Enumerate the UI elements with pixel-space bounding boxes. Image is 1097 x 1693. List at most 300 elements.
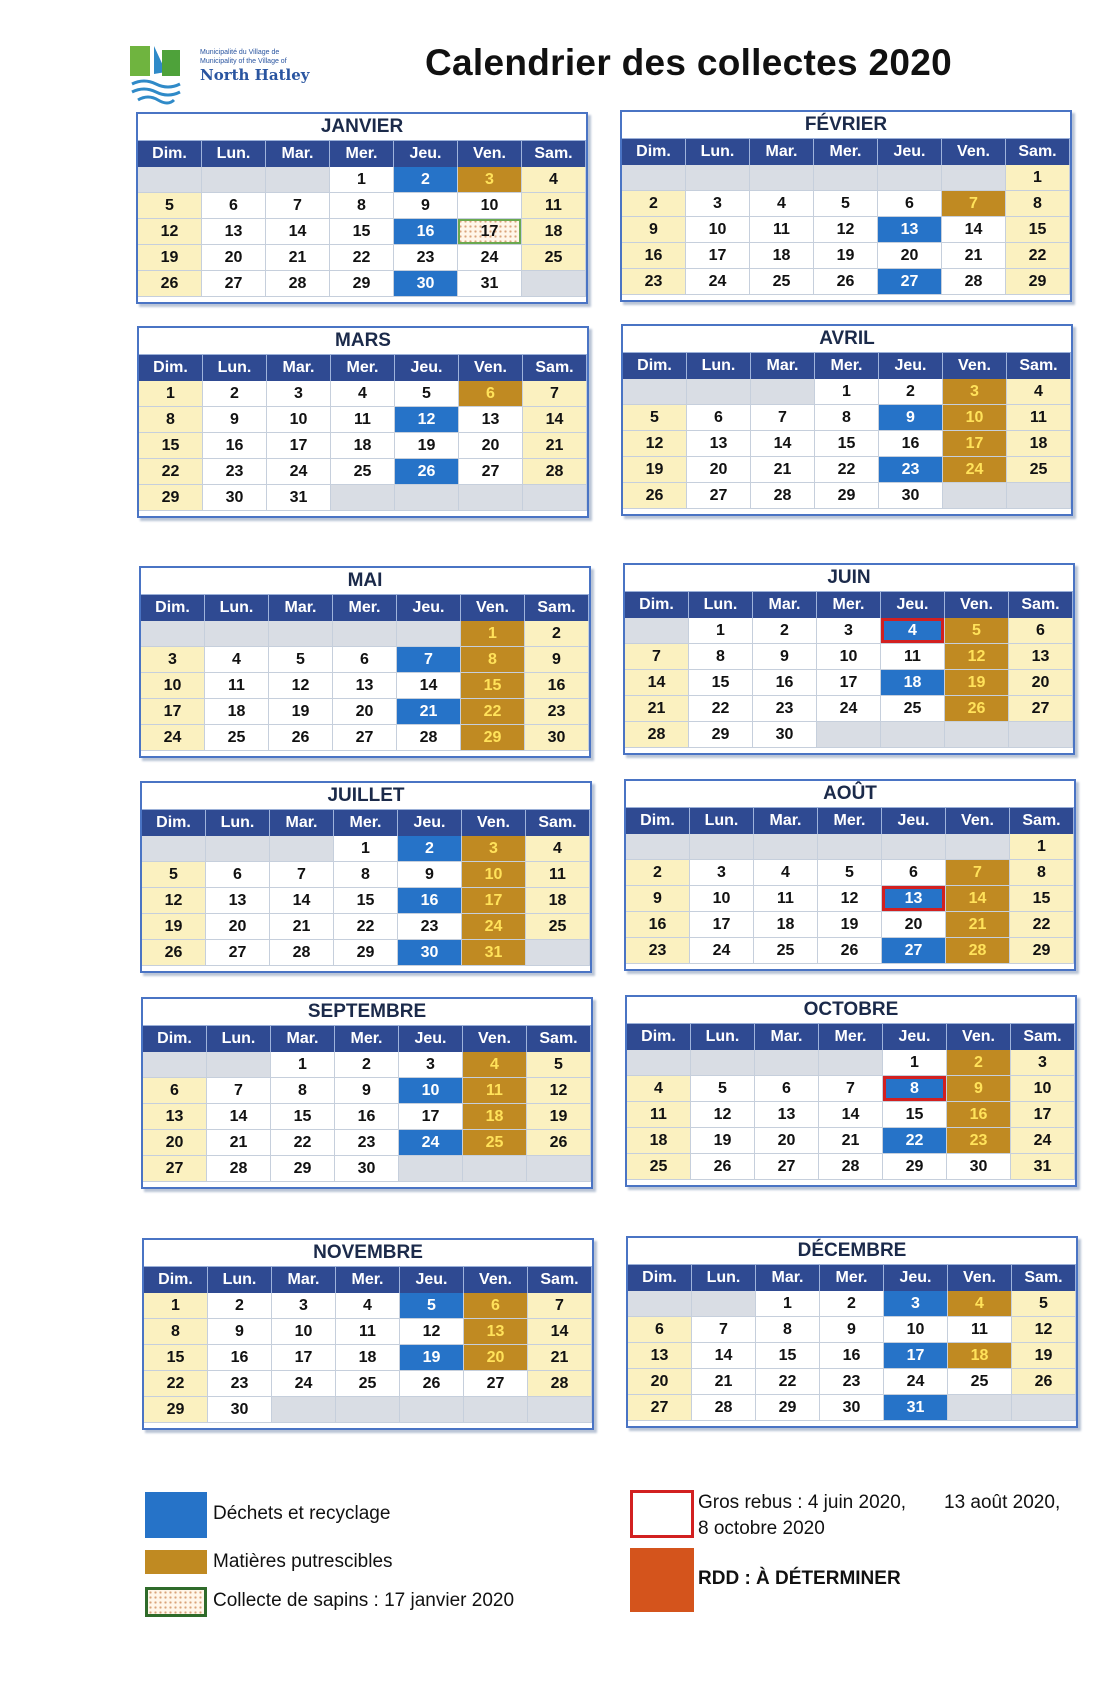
day-cell: 7 [523,381,587,407]
day-cell: 24 [267,459,331,485]
day-header: Mar. [270,810,334,836]
day-cell: 24 [690,938,754,964]
day-cell: 7 [270,862,334,888]
day-cell: 18 [754,912,818,938]
day-cell: 16 [203,433,267,459]
day-cell: 19 [818,912,882,938]
day-cell: 2 [622,191,686,217]
day-cell: 23 [394,245,458,271]
day-header: Mer. [333,595,397,621]
day-cell: 19 [527,1104,591,1130]
day-cell: 23 [626,938,690,964]
empty-cell [463,1156,527,1182]
day-cell: 25 [1007,457,1071,483]
day-header: Lun. [689,592,753,618]
day-cell: 13 [464,1319,528,1345]
day-cell: 20 [878,243,942,269]
day-cell: 25 [331,459,395,485]
day-cell: 16 [947,1102,1011,1128]
day-cell: 30 [753,722,817,748]
day-cell: 15 [271,1104,335,1130]
day-header: Mer. [815,353,879,379]
day-cell: 24 [1011,1128,1075,1154]
day-header: Sam. [525,595,589,621]
day-cell: 9 [398,862,462,888]
day-cell: 19 [945,670,1009,696]
day-cell: 27 [206,940,270,966]
day-cell: 21 [207,1130,271,1156]
day-cell: 3 [943,379,1007,405]
day-cell: 20 [143,1130,207,1156]
day-cell: 21 [751,457,815,483]
day-cell: 10 [267,407,331,433]
day-cell: 31 [267,485,331,511]
day-cell: 4 [463,1052,527,1078]
day-cell: 26 [945,696,1009,722]
empty-cell [623,379,687,405]
day-cell: 13 [143,1104,207,1130]
day-cell: 28 [528,1371,592,1397]
day-header: Dim. [138,141,202,167]
day-cell: 21 [397,699,461,725]
day-cell: 6 [459,381,523,407]
day-header: Dim. [627,1024,691,1050]
day-cell: 5 [142,862,206,888]
empty-cell [687,379,751,405]
day-cell: 23 [208,1371,272,1397]
month-name: DÉCEMBRE [628,1238,1076,1265]
day-cell: 12 [818,886,882,912]
day-header: Ven. [946,808,1010,834]
day-cell: 15 [330,219,394,245]
day-cell: 24 [817,696,881,722]
day-cell: 13 [1009,644,1073,670]
empty-cell [942,165,1006,191]
day-cell: 17 [462,888,526,914]
day-cell: 25 [463,1130,527,1156]
day-cell: 19 [691,1128,755,1154]
empty-cell [528,1397,592,1423]
day-cell: 30 [394,271,458,297]
day-cell: 1 [1006,165,1070,191]
day-cell: 11 [331,407,395,433]
day-cell: 11 [463,1078,527,1104]
day-cell: 16 [394,219,458,245]
day-cell: 8 [756,1317,820,1343]
day-cell: 11 [948,1317,1012,1343]
municipal-logo [128,44,328,110]
day-cell: 20 [464,1345,528,1371]
day-cell: 8 [1006,191,1070,217]
empty-cell [882,834,946,860]
day-cell: 7 [942,191,1006,217]
day-cell: 13 [755,1102,819,1128]
logo-name: North Hatley [200,66,310,84]
day-header: Mer. [335,1026,399,1052]
month-days-grid [627,1024,1075,1180]
day-cell: 25 [948,1369,1012,1395]
day-cell: 20 [202,245,266,271]
month-name: AOÛT [626,781,1074,808]
day-cell: 5 [691,1076,755,1102]
day-cell: 13 [333,673,397,699]
empty-cell [464,1397,528,1423]
day-header: Dim. [141,595,205,621]
day-cell: 10 [686,217,750,243]
day-cell: 2 [203,381,267,407]
day-cell: 31 [458,271,522,297]
day-cell: 27 [878,269,942,295]
day-cell: 24 [884,1369,948,1395]
day-header: Mar. [271,1026,335,1052]
day-cell: 26 [527,1130,591,1156]
day-cell: 1 [461,621,525,647]
day-cell: 8 [815,405,879,431]
day-cell: 29 [1010,938,1074,964]
day-cell: 4 [1007,379,1071,405]
legend-swatch-sapins [145,1587,207,1617]
day-cell: 11 [750,217,814,243]
empty-cell [754,834,818,860]
day-cell: 13 [206,888,270,914]
day-cell: 27 [333,725,397,751]
month-days-grid [625,592,1073,748]
day-cell: 18 [336,1345,400,1371]
day-cell: 7 [751,405,815,431]
day-cell: 10 [943,405,1007,431]
day-cell: 4 [881,618,945,644]
day-cell: 7 [397,647,461,673]
day-cell: 20 [882,912,946,938]
empty-cell [207,1052,271,1078]
empty-cell [819,1050,883,1076]
month-name: NOVEMBRE [144,1240,592,1267]
day-header: Jeu. [399,1026,463,1052]
day-cell: 26 [623,483,687,509]
day-cell: 5 [269,647,333,673]
day-cell: 4 [526,836,590,862]
day-cell: 4 [336,1293,400,1319]
day-cell: 28 [397,725,461,751]
empty-cell [814,165,878,191]
month-days-grid [628,1265,1076,1421]
day-cell: 6 [202,193,266,219]
day-cell: 9 [753,644,817,670]
day-cell: 4 [948,1291,1012,1317]
day-cell: 31 [1011,1154,1075,1180]
day-cell: 11 [205,673,269,699]
day-cell: 3 [141,647,205,673]
day-cell: 5 [945,618,1009,644]
day-header: Dim. [144,1267,208,1293]
day-cell: 12 [527,1078,591,1104]
empty-cell [691,1050,755,1076]
day-cell: 11 [336,1319,400,1345]
day-cell: 28 [266,271,330,297]
day-cell: 3 [884,1291,948,1317]
day-cell: 1 [139,381,203,407]
day-cell: 22 [689,696,753,722]
day-header: Sam. [1009,592,1073,618]
day-cell: 17 [884,1343,948,1369]
month-days-grid [138,141,586,297]
day-cell: 8 [461,647,525,673]
day-header: Sam. [1012,1265,1076,1291]
day-cell: 2 [208,1293,272,1319]
day-header: Lun. [203,355,267,381]
day-cell: 23 [947,1128,1011,1154]
day-cell: 5 [138,193,202,219]
day-header: Lun. [691,1024,755,1050]
day-cell: 9 [335,1078,399,1104]
day-cell: 19 [138,245,202,271]
legend-swatch-rdd [630,1548,694,1612]
day-header: Mer. [820,1265,884,1291]
day-cell: 21 [942,243,1006,269]
month-3 [621,324,1073,516]
day-cell: 28 [523,459,587,485]
day-cell: 12 [1012,1317,1076,1343]
day-header: Mar. [753,592,817,618]
day-header: Sam. [523,355,587,381]
day-cell: 25 [526,914,590,940]
day-cell: 29 [271,1156,335,1182]
day-cell: 28 [819,1154,883,1180]
day-cell: 20 [628,1369,692,1395]
day-cell: 15 [1006,217,1070,243]
day-cell: 15 [144,1345,208,1371]
day-cell: 8 [689,644,753,670]
day-cell: 12 [269,673,333,699]
day-cell: 17 [690,912,754,938]
empty-cell [400,1397,464,1423]
month-11 [626,1236,1078,1428]
day-cell: 22 [139,459,203,485]
day-cell: 29 [1006,269,1070,295]
day-cell: 22 [271,1130,335,1156]
day-cell: 7 [946,860,1010,886]
empty-cell [269,621,333,647]
day-header: Jeu. [878,139,942,165]
day-cell: 3 [690,860,754,886]
day-cell: 30 [820,1395,884,1421]
day-header: Dim. [139,355,203,381]
empty-cell [522,271,586,297]
month-days-grid [142,810,590,966]
day-header: Dim. [623,353,687,379]
day-cell: 10 [141,673,205,699]
empty-cell [395,485,459,511]
day-cell: 2 [525,621,589,647]
day-cell: 22 [756,1369,820,1395]
empty-cell [202,167,266,193]
month-days-grid [626,808,1074,964]
day-cell: 4 [627,1076,691,1102]
day-header: Mer. [336,1267,400,1293]
day-cell: 26 [691,1154,755,1180]
month-name: MAI [141,568,589,595]
day-cell: 28 [270,940,334,966]
day-cell: 18 [1007,431,1071,457]
day-cell: 11 [1007,405,1071,431]
day-cell: 25 [881,696,945,722]
day-cell: 20 [459,433,523,459]
month-6 [140,781,592,973]
month-name: JUIN [625,565,1073,592]
day-cell: 14 [625,670,689,696]
day-cell: 21 [266,245,330,271]
day-cell: 4 [750,191,814,217]
day-cell: 18 [750,243,814,269]
day-cell: 24 [943,457,1007,483]
day-header: Mar. [756,1265,820,1291]
day-header: Mar. [755,1024,819,1050]
day-cell: 20 [206,914,270,940]
day-cell: 14 [942,217,1006,243]
day-cell: 18 [948,1343,1012,1369]
day-cell: 16 [208,1345,272,1371]
day-cell: 29 [689,722,753,748]
day-cell: 14 [523,407,587,433]
empty-cell [692,1291,756,1317]
day-cell: 30 [335,1156,399,1182]
day-cell: 10 [399,1078,463,1104]
day-cell: 26 [138,271,202,297]
empty-cell [818,834,882,860]
day-cell: 11 [627,1102,691,1128]
day-header: Lun. [686,139,750,165]
empty-cell [331,485,395,511]
day-cell: 26 [818,938,882,964]
day-header: Dim. [143,1026,207,1052]
day-header: Sam. [522,141,586,167]
day-cell: 6 [333,647,397,673]
day-cell: 19 [1012,1343,1076,1369]
day-cell: 12 [142,888,206,914]
empty-cell [628,1291,692,1317]
month-days-grid [143,1026,591,1182]
day-cell: 5 [623,405,687,431]
empty-cell [1009,722,1073,748]
month-days-grid [139,355,587,511]
empty-cell [272,1397,336,1423]
day-header: Lun. [205,595,269,621]
day-cell: 15 [139,433,203,459]
day-cell: 7 [207,1078,271,1104]
day-cell: 14 [397,673,461,699]
empty-cell [943,483,1007,509]
day-cell: 9 [203,407,267,433]
day-header: Ven. [943,353,1007,379]
day-cell: 1 [144,1293,208,1319]
day-cell: 18 [522,219,586,245]
day-cell: 12 [400,1319,464,1345]
day-cell: 2 [398,836,462,862]
day-cell: 21 [528,1345,592,1371]
day-cell: 11 [522,193,586,219]
day-cell: 12 [138,219,202,245]
day-cell: 16 [525,673,589,699]
day-header: Lun. [206,810,270,836]
day-cell: 4 [522,167,586,193]
day-cell: 20 [687,457,751,483]
empty-cell [878,165,942,191]
empty-cell [881,722,945,748]
day-header: Mer. [330,141,394,167]
logo-text-en: Municipality of the Village of [200,58,287,65]
day-cell: 23 [525,699,589,725]
day-cell: 14 [946,886,1010,912]
empty-cell [527,1156,591,1182]
day-cell: 5 [814,191,878,217]
day-cell: 15 [815,431,879,457]
day-cell: 5 [1012,1291,1076,1317]
empty-cell [945,722,1009,748]
day-cell: 29 [461,725,525,751]
empty-cell [751,379,815,405]
day-cell: 29 [144,1397,208,1423]
day-cell: 26 [142,940,206,966]
day-cell: 14 [266,219,330,245]
day-cell: 28 [625,722,689,748]
day-cell: 7 [266,193,330,219]
day-cell: 30 [525,725,589,751]
day-cell: 30 [208,1397,272,1423]
day-cell: 19 [623,457,687,483]
day-cell: 9 [879,405,943,431]
empty-cell [946,834,1010,860]
day-cell: 9 [820,1317,884,1343]
day-cell: 23 [335,1130,399,1156]
empty-cell [206,836,270,862]
day-cell: 2 [394,167,458,193]
month-days-grid [623,353,1071,509]
day-cell: 4 [754,860,818,886]
day-cell: 2 [820,1291,884,1317]
day-cell: 27 [755,1154,819,1180]
day-cell: 24 [462,914,526,940]
day-cell: 22 [883,1128,947,1154]
day-header: Mer. [817,592,881,618]
day-header: Dim. [626,808,690,834]
day-cell: 27 [687,483,751,509]
day-cell: 30 [398,940,462,966]
day-cell: 2 [626,860,690,886]
day-cell: 24 [458,245,522,271]
day-cell: 19 [142,914,206,940]
day-cell: 10 [458,193,522,219]
day-cell: 13 [459,407,523,433]
day-header: Sam. [1010,808,1074,834]
day-header: Mar. [272,1267,336,1293]
day-cell: 13 [202,219,266,245]
empty-cell [690,834,754,860]
day-cell: 27 [143,1156,207,1182]
day-header: Ven. [942,139,1006,165]
day-cell: 27 [202,271,266,297]
day-header: Ven. [464,1267,528,1293]
day-cell: 22 [1006,243,1070,269]
day-cell: 14 [270,888,334,914]
day-cell: 7 [692,1317,756,1343]
day-header: Ven. [459,355,523,381]
day-header: Dim. [142,810,206,836]
day-cell: 4 [205,647,269,673]
day-cell: 27 [459,459,523,485]
day-cell: 15 [334,888,398,914]
empty-cell [750,165,814,191]
month-1 [620,110,1072,302]
